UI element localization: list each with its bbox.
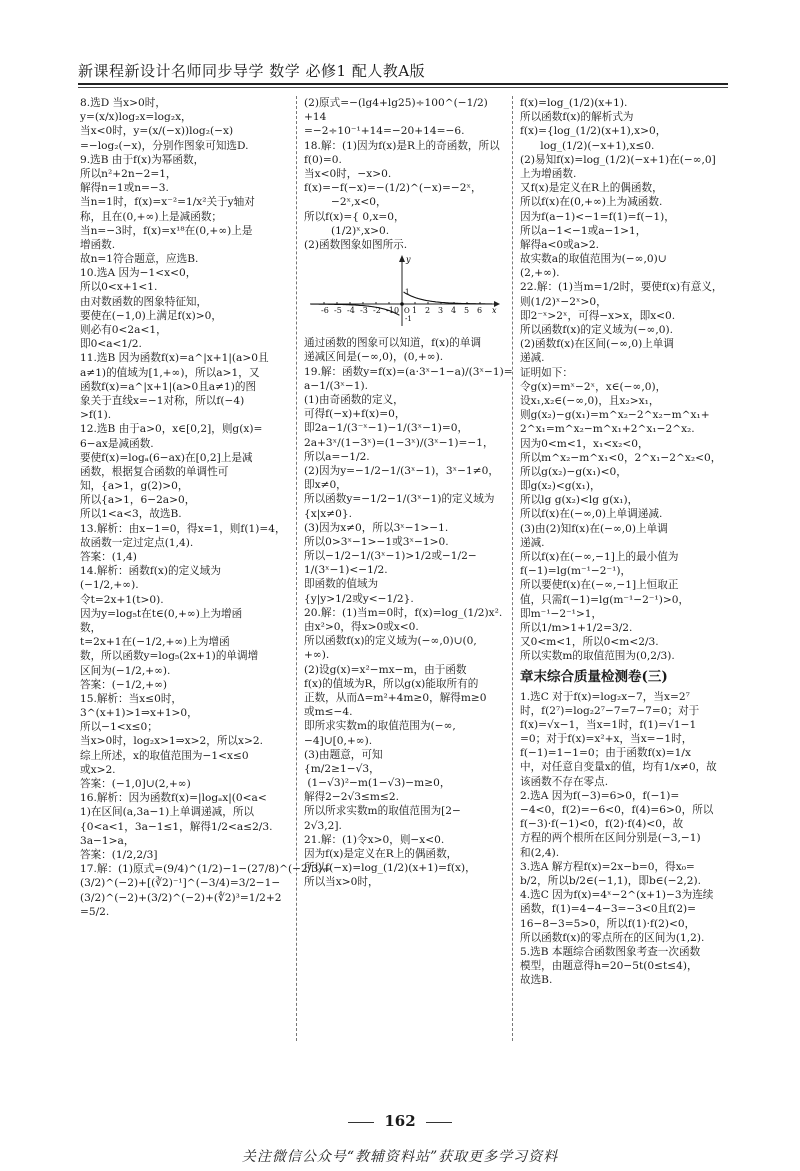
text-line: 4.选C 因为f(x)=4ˣ−2^(x+1)−3为连续 — [520, 889, 714, 902]
text-line: 所以函数f(x)的解析式为 — [520, 111, 634, 124]
text-line: (2,+∞). — [520, 267, 560, 280]
text-line: 则必有0<2a<1， — [80, 324, 167, 336]
x-tick-label: -3 — [360, 306, 368, 316]
text-line: (3/2)^(−2)+(3/2)^(−2)+(∜2)³=1/2+2 — [80, 891, 282, 904]
text-line: 函数，根据复合函数的单调性可 — [80, 465, 229, 478]
text-line: 所以−1/2−1/(3ˣ−1)>1/2或−1/2− — [304, 550, 477, 563]
text-line: 13.解析：由x−1=0，得x=1，则f(1)=4， — [80, 522, 286, 535]
origin-point — [400, 302, 404, 306]
text-line: 正数，从而Δ=m²+4m≥0，解得m≥0 — [304, 691, 487, 704]
text-line: {y|y>1/2或y<−1/2}. — [304, 592, 414, 605]
text-line: f(−1)=lg(m⁻¹−2⁻¹)， — [520, 565, 632, 578]
text-line: (1/2)ˣ,x>0. — [304, 224, 390, 237]
text-line: 故选B. — [520, 974, 553, 987]
text-line: 当x<0时，−x>0. — [304, 167, 392, 180]
x-tick-label: 3 — [438, 306, 444, 316]
text-line: 数， — [80, 621, 102, 634]
text-line: 和(2,4). — [520, 846, 560, 859]
text-line: +14 — [304, 111, 327, 124]
text-line: {x|x≠0}. — [304, 507, 352, 520]
text-line: +∞). — [304, 649, 330, 662]
text-line: f(x)={log_(1/2)(x+1),x>0， — [520, 125, 667, 138]
column-divider — [512, 96, 513, 1041]
x-tick-label: -2 — [373, 306, 381, 316]
text-line: 9.选B 由于f(x)为幂函数， — [80, 153, 205, 166]
text-line: 15.解析：当x≤0时， — [80, 692, 183, 705]
text-line: (1−√3)²−m(1−√3)−m≥0， — [304, 777, 451, 790]
text-line: 所以m^x₂−m^x₁<0，2^x₁−2^x₂<0， — [520, 451, 722, 464]
text-line: (2)原式=−(lg4+lg25)÷100^(−1/2) — [304, 97, 488, 109]
text-line: 21.解：(1)令x>0，则−x<0. — [304, 833, 445, 846]
text-line: f(x)的值域为R，所以g(x)能取所有的 — [304, 677, 479, 690]
column-lines — [520, 96, 728, 664]
text-line: 16.解析：因为函数f(x)=|logₐx|(0<a< — [80, 792, 267, 805]
text-line: 即2⁻ˣ>2ˣ，可得−x>x，即x<0. — [520, 309, 676, 322]
text-line: 由x²>0，得x>0或x<0. — [304, 621, 419, 634]
x-tick-label: -1 — [386, 306, 394, 316]
text-line: 16−8−3=5>0，所以f(1)·f(2)<0， — [520, 917, 696, 930]
text-line: 因为f(x)是定义在R上的偶函数， — [304, 848, 458, 861]
text-line: 通过函数的图象可以知道，f(x)的单调 — [304, 337, 482, 350]
text-line: a≠1)的值域为[1,+∞)，所以a>1，又 — [80, 366, 260, 379]
x-tick-label: 6 — [477, 306, 483, 316]
text-line: 即m⁻¹−2⁻¹>1， — [520, 607, 603, 620]
text-line: 则(1/2)ˣ−2ˣ>0， — [520, 295, 607, 308]
text-line: f(−1)=1−1=0；由于函数f(x)=1/x — [520, 747, 691, 760]
text-line: −4]∪[0,+∞). — [304, 734, 373, 747]
text-line: 20.解：(1)当m=0时，f(x)=log_(1/2)x². — [304, 606, 503, 619]
text-line: 所以所求实数m的取值范围为[2− — [304, 805, 461, 818]
text-line: t=2x+1在(−1/2,+∞)上为增函 — [80, 636, 230, 649]
running-header: 新课程新设计名师同步导学 数学 必修1 配人教A版 — [78, 62, 426, 80]
x-tick-label: 1 — [412, 306, 418, 316]
text-line: 所以a−1<−1或a−1>1， — [520, 224, 647, 237]
text-line: 即0<a<1/2. — [80, 338, 142, 351]
text-line: 即x≠0， — [304, 479, 347, 492]
text-line: 19.解：函数y=f(x)=(a·3ˣ−1−a)/(3ˣ−1)= — [304, 365, 513, 378]
text-line: 所以f(−x)=log_(1/2)(x+1)=f(x)， — [304, 862, 476, 875]
text-line: 要使在(−1,0)上满足f(x)>0， — [80, 309, 222, 322]
text-line: 22.解：(1)当m=1/2时，要使f(x)有意义， — [520, 281, 723, 294]
column-divider — [296, 96, 297, 1041]
text-line: 因为f(a−1)<−1=f(1)=f(−1)， — [520, 210, 675, 223]
text-line: 所以函数y=−1/2−1/(3ˣ−1)的定义域为 — [304, 493, 495, 506]
text-line: 令g(x)=mˣ−2ˣ，x∈(−∞,0)， — [520, 380, 667, 393]
text-line: 2.选A 因为f(−3)=6>0，f(−1)= — [520, 789, 680, 802]
text-line: 上为增函数. — [520, 167, 577, 180]
text-line: 递减. — [520, 352, 545, 365]
text-line: 答案：(1/2,2/3] — [80, 848, 158, 861]
text-line: 12.选B 由于a>0，x∈[0,2]，则g(x)= — [80, 423, 263, 436]
x-tick-label: 0 — [394, 306, 400, 316]
text-line: 即g(x₂)<g(x₁)， — [520, 480, 601, 493]
text-line: 14.解析：函数f(x)的定义域为 — [80, 565, 221, 578]
origin-label: O — [404, 307, 410, 316]
column-right — [520, 96, 728, 987]
text-line: 象关于直线x=−1对称，所以f(−4) — [80, 394, 245, 407]
text-line: 所以1/m>1+1/2=3/2. — [520, 621, 633, 634]
text-line: 1)在区间(a,3a−1)上单调递减，所以 — [80, 806, 255, 819]
page-number — [0, 1112, 800, 1130]
x-tick-label: 2 — [425, 306, 431, 316]
column-lines — [520, 690, 728, 988]
text-line: 称，且在(0,+∞)上是减函数； — [80, 210, 223, 223]
text-line: =−log₂(−x)，分别作图象可知选D. — [80, 139, 249, 152]
x-tick-label: 4 — [451, 306, 457, 316]
text-line: b/2，所以b/2∈(−1,1)，即b∈(−2,2). — [520, 874, 701, 887]
text-line: 证明如下： — [520, 366, 573, 379]
header-rule-thin — [78, 87, 728, 88]
text-line: =5/2. — [80, 905, 110, 918]
y-axis-label: y — [406, 255, 411, 265]
text-line: 要使f(x)=logₐ(6−ax)在[0,2]上是减 — [80, 451, 253, 464]
text-line: 1/(3ˣ−1)<−1/2. — [304, 564, 388, 577]
text-line: 知，{a>1，g(2)>0， — [80, 480, 189, 493]
text-line: 所以f(x)在(−∞,−1]上的最小值为 — [520, 551, 679, 563]
text-line: >f(1). — [80, 409, 112, 422]
text-line: 方程的两个根所在区间分别是(−3,−1) — [520, 832, 701, 845]
text-line: 因为y=log₅t在t∈(0,+∞)上为增函 — [80, 607, 243, 620]
section-heading: 章末综合质量检测卷(三) — [520, 668, 668, 685]
text-line: 10.选A 因为−1<x<0， — [80, 267, 197, 280]
text-line: 即2a−1/(3⁻ˣ−1)−1/(3ˣ−1)=0， — [304, 422, 469, 435]
function-graph — [304, 254, 500, 328]
text-line: −4<0，f(2)=−6<0，f(4)=6>0，所以 — [520, 804, 714, 816]
text-line: (2)因为y=−1/2−1/(3ˣ−1)，3ˣ−1≠0， — [304, 464, 499, 477]
text-line: 故函数一定过定点(1,4). — [80, 536, 194, 549]
text-line: 3.选A 解方程f(x)=2x−b=0，得x₀= — [520, 860, 695, 873]
text-line: 即所求实数m的取值范围为(−∞, — [304, 720, 456, 733]
text-line: 所以g(x₂)−g(x₁)<0， — [520, 465, 627, 478]
text-line: 当x>0时，log₂x>1⇒x>2，所以x>2. — [80, 735, 263, 748]
text-line: 函数，f(1)=4−4−3=−3<0且f(2)= — [520, 903, 697, 916]
text-line: 所以要使f(x)在(−∞,−1]上恒取正 — [520, 579, 679, 592]
text-line: (−1/2,+∞). — [80, 579, 139, 592]
x-tick-label: -4 — [347, 306, 355, 316]
text-line: 3^(x+1)>1⇒x+1>0， — [80, 707, 198, 720]
text-line: 可得f(−x)+f(x)=0， — [304, 408, 406, 421]
text-line: y=(x/x)log₂x=log₂x， — [80, 111, 192, 124]
text-line: 或m≤−4. — [304, 706, 353, 719]
text-line: 则g(x₂)−g(x₁)=m^x₂−2^x₂−m^x₁+ — [520, 409, 710, 422]
y-axis-arrow — [399, 255, 405, 262]
text-line: 所以f(x)在(−∞,0)上单调递减. — [520, 508, 663, 521]
text-line: (2)函数f(x)在区间(−∞,0)上单调 — [520, 338, 674, 351]
text-line: 函数f(x)=a^|x+1|(a>0且a≠1)的图 — [80, 380, 257, 393]
text-line: 又f(x)是定义在R上的偶函数， — [520, 182, 663, 195]
column-lines — [304, 336, 513, 889]
text-line: 设x₁,x₂∈(−∞,0)，且x₂>x₁， — [520, 394, 660, 407]
x-axis-label: x — [492, 306, 497, 316]
text-line: 所以0>3ˣ−1>−1或3ˣ−1>0. — [304, 535, 449, 548]
x-tick-label: 5 — [464, 306, 470, 316]
text-line: 增函数. — [80, 238, 116, 251]
text-line: f(x)=log_(1/2)(x+1). — [520, 97, 628, 109]
text-line: f(0)=0. — [304, 153, 342, 166]
column-lines — [304, 96, 504, 252]
text-line: 所以−1<x≤0； — [80, 721, 158, 734]
text-line: 所以函数f(x)的定义域为(−∞,0)∪(0, — [304, 635, 477, 648]
text-line: 所以函数f(x)的零点所在的区间为(1,2). — [520, 931, 705, 944]
footer-watermark: 关注微信公众号“教辅资料站”获取更多学习资料 — [241, 1149, 559, 1165]
text-line: 5.选B 本题综合函数图象考查一次函数 — [520, 945, 701, 958]
text-line: 所以实数m的取值范围为(0,2/3). — [520, 650, 675, 663]
text-line: 3a−1>a， — [80, 834, 135, 847]
text-line: (3/2)^(−2)+[(∛2)⁻¹]^(−3/4)=3/2−1− — [80, 877, 281, 890]
curve-positive-branch — [404, 292, 492, 304]
text-line: (3)由题意，可知 — [304, 748, 383, 761]
column-middle — [304, 96, 513, 890]
text-line: −2ˣ,x<0， — [304, 196, 387, 209]
text-line: 所以0<x+1<1. — [80, 281, 158, 294]
text-line: a−1/(3ˣ−1). — [304, 379, 368, 392]
y-tick-top: 1 — [405, 288, 410, 297]
text-line: 2^x₁=m^x₂−m^x₁+2^x₁−2^x₂. — [520, 423, 695, 436]
x-tick-label: -6 — [321, 306, 329, 316]
text-line: {m/2≥1−√3， — [304, 762, 380, 775]
text-line: (3)因为x≠0，所以3ˣ−1>−1. — [304, 521, 449, 534]
text-line: 故实数a的取值范围为(−∞,0)∪ — [520, 253, 667, 266]
text-line: {0<a<1，3a−1≤1，解得1/2<a≤2/3. — [80, 820, 273, 833]
text-line: =−2÷10⁻¹+14=−20+14=−6. — [304, 125, 465, 138]
text-line: f(−3)·f(−1)<0，f(2)·f(4)<0，故 — [520, 818, 684, 831]
text-line: 答案：(−1,0]∪(2,+∞) — [80, 778, 191, 790]
text-line: 6−ax是减函数. — [80, 437, 154, 450]
text-line: 所以lg g(x₂)<lg g(x₁)， — [520, 494, 639, 507]
text-line: 17.解：(1)原式=(9/4)^(1/2)−1−(27/8)^(−2/3)+ — [80, 863, 332, 876]
text-line: 综上所述，x的取值范围为−1<x≤0 — [80, 749, 249, 762]
text-line: 解得n=1或n=−3. — [80, 182, 169, 195]
header-rule — [78, 83, 728, 85]
text-line: (2)函数图象如图所示. — [304, 238, 408, 251]
text-line: 因为0<m<1，x₁<x₂<0， — [520, 437, 649, 450]
text-line: (3)由(2)知f(x)在(−∞,0)上单调 — [520, 522, 668, 535]
text-line: (2)易知f(x)=log_(1/2)(−x+1)在(−∞,0] — [520, 153, 716, 166]
text-line: 2a+3ˣ/(1−3ˣ)=(1−3ˣ)/(3ˣ−1)=−1， — [304, 436, 494, 449]
text-line: 即函数的值域为 — [304, 578, 379, 591]
text-line: f(x)=−f(−x)=−(1/2)^(−x)=−2ˣ， — [304, 182, 482, 195]
text-line: (2)设g(x)=x²−mx−m，由于函数 — [304, 663, 467, 676]
text-line: 解得a<0或a>2. — [520, 238, 600, 251]
text-line: 所以n²+2n−2=1， — [80, 167, 177, 180]
text-line: log_(1/2)(−x+1),x≤0. — [520, 139, 655, 152]
text-line: 解得2−2√3≤m≤2. — [304, 791, 399, 804]
text-line: 所以1<a<3，故选B. — [80, 508, 182, 521]
text-line: 18.解：(1)因为f(x)是R上的奇函数，所以 — [304, 139, 500, 152]
text-line: 值，只需f(−1)=lg(m⁻¹−2⁻¹)>0， — [520, 593, 690, 606]
text-line: 时，f(2⁷)=log₂2⁷−7=7−7=0；对于 — [520, 704, 700, 717]
text-line: 所以当x>0时， — [304, 876, 379, 889]
text-line: 区间为(−1/2,+∞). — [80, 664, 171, 677]
text-line: 又0<m<1，所以0<m<2/3. — [520, 636, 659, 649]
page-number-text: 162 — [384, 1112, 416, 1130]
text-line: 11.选B 因为函数f(x)=a^|x+1|(a>0且 — [80, 352, 269, 365]
text-line: 1.选C 对于f(x)=log₂x−7，当x=2⁷ — [520, 690, 690, 703]
text-line: 当n=−3时，f(x)=x¹⁸在(0,+∞)上是 — [80, 224, 253, 237]
text-line: 该函数不存在零点. — [520, 775, 609, 788]
text-line: 当n=1时，f(x)=x⁻²=1/x²关于y轴对 — [80, 196, 255, 209]
text-line: 答案：(1,4) — [80, 551, 137, 563]
text-line: 令t=2x+1(t>0). — [80, 593, 164, 606]
text-line: 8.选D 当x>0时， — [80, 97, 166, 109]
text-line: (1)由奇函数的定义， — [304, 394, 404, 407]
text-line: 2√3,2]. — [304, 819, 342, 832]
text-line: 模型，由题意得h=20−5t(0≤t≤4)， — [520, 960, 698, 973]
text-line: 或x>2. — [80, 763, 116, 776]
text-line: 当x<0时，y=(x/(−x))log₂(−x) — [80, 125, 234, 138]
text-line: 中，对任意自变量x的值，均有1/x≠0，故 — [520, 761, 717, 774]
text-line: f(x)=√x−1，当x=1时，f(1)=√1−1 — [520, 718, 697, 731]
text-line: 由对数函数的图象特征知， — [80, 295, 208, 308]
text-line: =0；对于f(x)=x²+x，当x=−1时， — [520, 733, 693, 746]
text-line: 递减. — [520, 536, 545, 549]
y-tick-bottom: -1 — [405, 315, 412, 324]
text-line: 所以函数f(x)的定义域为(−∞,0). — [520, 324, 673, 336]
text-line: 所以f(x)在(0,+∞)上为减函数. — [520, 196, 663, 209]
x-tick-label: -5 — [334, 306, 342, 316]
text-line: 递减区间是(−∞,0)，(0,+∞). — [304, 351, 444, 364]
text-line: 数，所以函数y=log₅(2x+1)的单调增 — [80, 650, 259, 663]
text-line: 所以{a>1，6−2a>0， — [80, 494, 196, 507]
text-line: 所以f(x)={ 0,x=0， — [304, 210, 405, 223]
text-line: 故n=1符合题意，应选B. — [80, 253, 199, 266]
text-line: 答案：(−1/2,+∞) — [80, 678, 168, 691]
text-line: 所以a=−1/2. — [304, 450, 370, 463]
